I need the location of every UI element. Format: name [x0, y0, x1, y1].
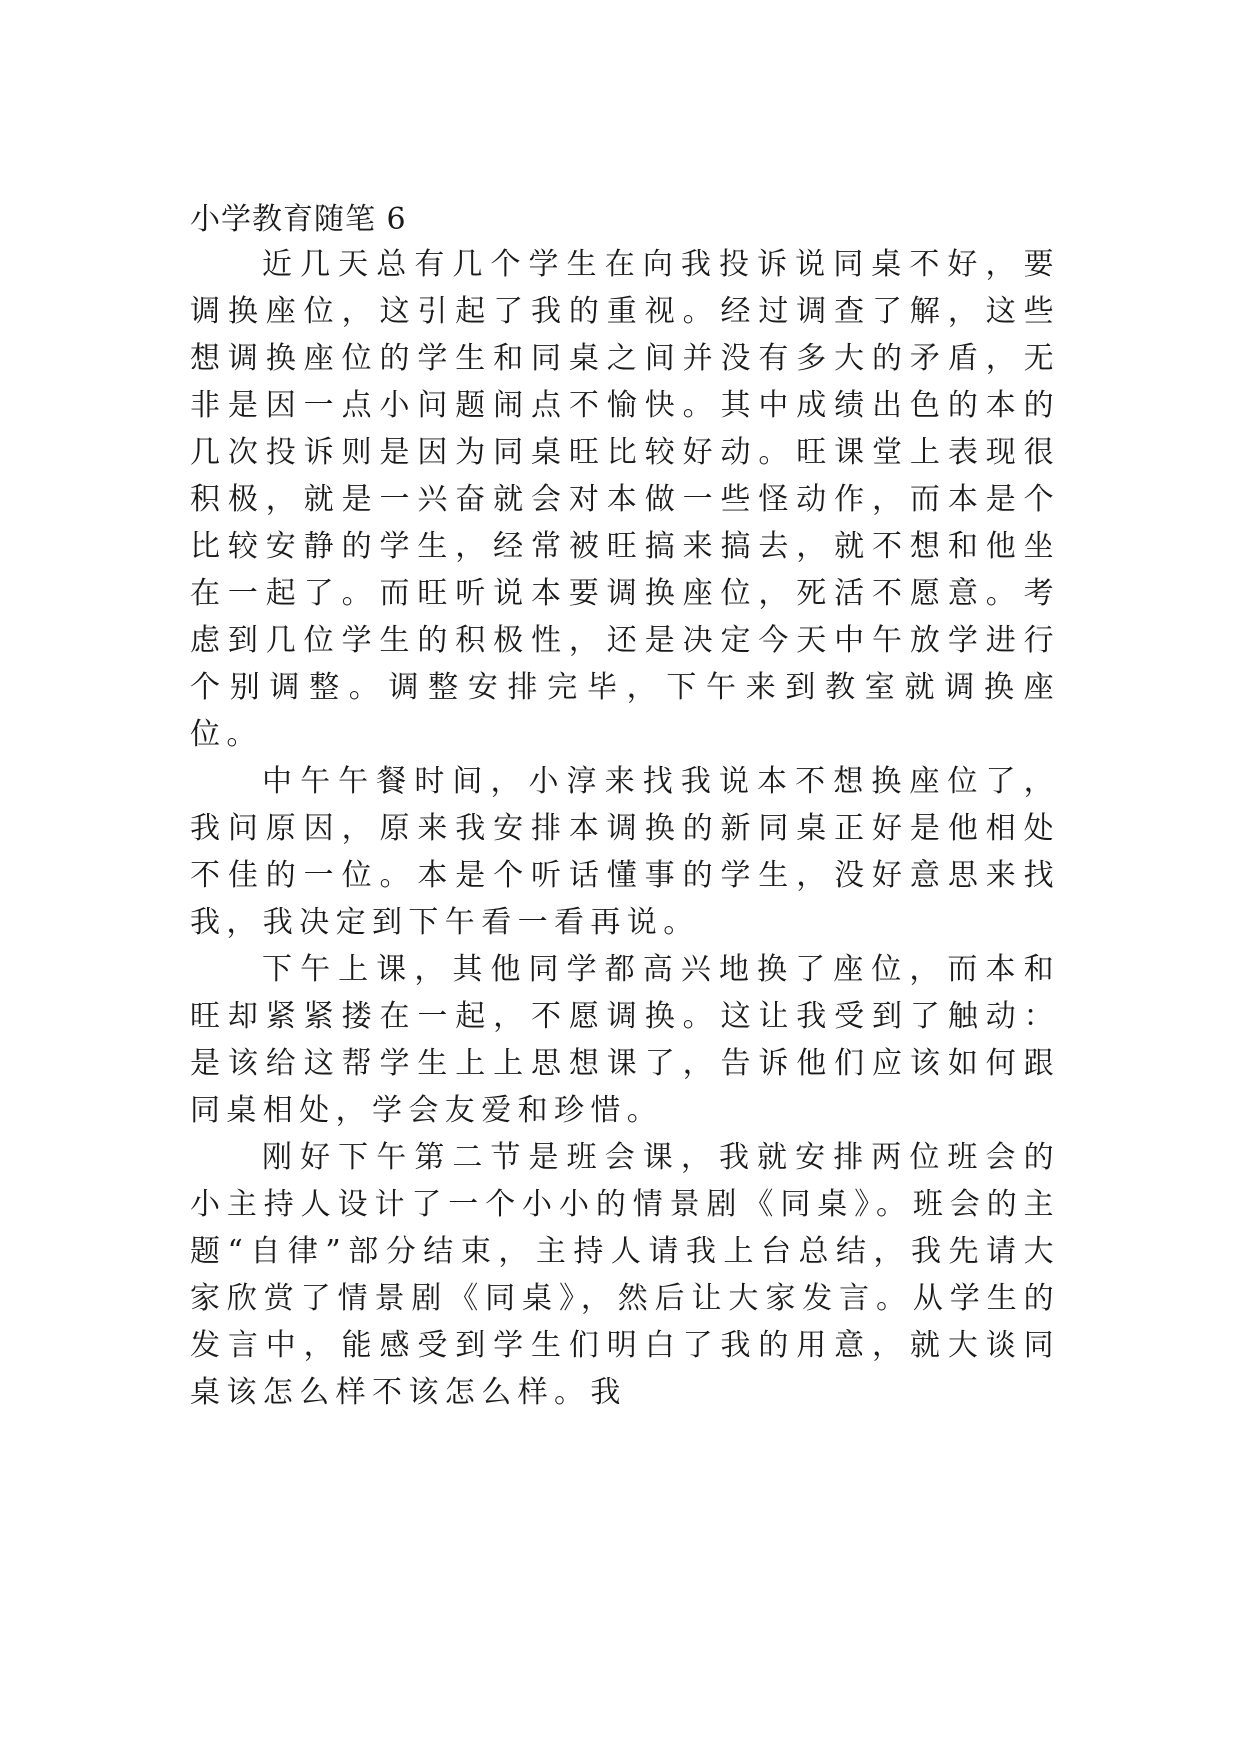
paragraph: 中午午餐时间，小淳来找我说本不想换座位了，我问原因，原来我安排本调换的新同桌正好是他相处不佳的一位。本是个听话懂事的学生，没好意思来找我，我决定到下午看一看再说。 — [190, 764, 1060, 940]
paragraph: 下午上课，其他同学都高兴地换了座位，而本和旺却紧紧搂在一起，不愿调换。这让我受到了触动：是该给这帮学生上上思想课了，告诉他们应该如何跟同桌相处，学会友爱和珍惜。 — [190, 952, 1060, 1128]
paragraph: 近几天总有几个学生在向我投诉说同桌不好，要调换座位，这引起了我的重视。经过调查了解，这些想调换座位的学生和同桌之间并没有多大的矛盾，无非是因一点小问题闹点不愉快。其中成绩出色的本的几次投诉则是因为同桌旺比较好动。旺课堂上表现很积极，就是一兴奋就会对本做一些怪动作，而本是个比较安静的学生，经常被旺搞来搞去，就不想和他坐在一起了。而旺听说本要调换座位，死活不愿意。考虑到几位学生的积极性，还是决定今天中午放学进行个别调整。调整安排完毕，下午来到教室就调换座位。 — [190, 247, 1060, 752]
document-body — [190, 241, 1060, 1416]
paragraph: 刚好下午第二节是班会课，我就安排两位班会的小主持人设计了一个小小的情景剧《同桌》。班会的主题“自律”部分结束，主持人请我上台总结，我先请大家欣赏了情景剧《同桌》，然后让大家发言。从学生的发言中，能感受到学生们明白了我的用意，就大谈同桌该怎么样不该怎么样。我 — [190, 1140, 1060, 1410]
document-title: 小学教育随笔 6 — [190, 202, 407, 237]
